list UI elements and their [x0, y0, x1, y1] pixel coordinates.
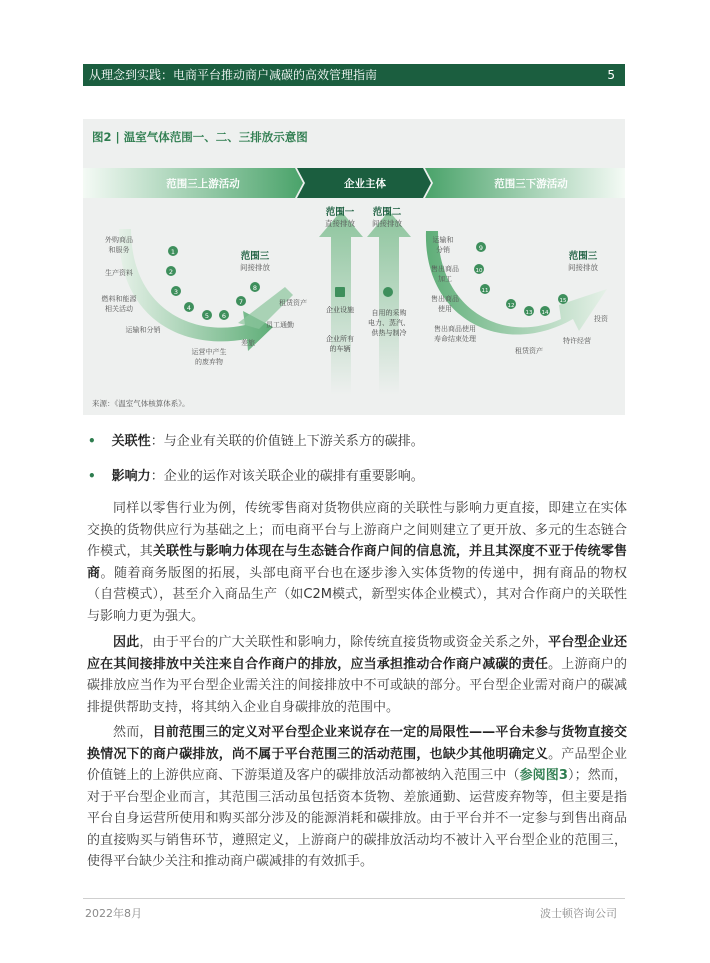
up-label-8a: 租赁资产	[279, 299, 307, 307]
scope1-arrow	[319, 211, 363, 395]
entity-scope1-b1: 企业所有	[326, 335, 354, 343]
marker-5-num: 5	[204, 312, 210, 320]
entity-scope1-b2: 的车辆	[329, 345, 351, 353]
p2-text-b: ，由于平台的广大关联性和影响力，除传统直接货物或资金关系之外，	[139, 635, 549, 650]
marker-13-num: 13	[525, 310, 533, 316]
scope1-sub: 直接排放	[325, 219, 355, 228]
entity-scope2-a1: 自用的采购	[371, 309, 407, 317]
entity-scope2-a3: 供热与制冷	[371, 329, 407, 337]
footer-divider	[83, 898, 625, 899]
scope2-arrow	[367, 211, 411, 395]
down-label-11b: 使用	[438, 305, 452, 313]
paragraph-3	[87, 722, 627, 873]
marker-12-num: 12	[507, 303, 515, 309]
entity-scope1-a: 企业设施	[326, 306, 354, 314]
bullet-text: ：与企业有关联的价值链上下游关系方的碳排。	[150, 434, 424, 449]
up-label-5b: 的废弃物	[195, 358, 223, 366]
up-label-4a: 运输和分销	[125, 326, 161, 334]
left-scope3-title: 范围三	[240, 251, 270, 262]
p3-text-a: 然而，	[113, 725, 153, 740]
page-header	[83, 64, 625, 86]
p2-bold-a: 因此	[113, 635, 140, 650]
paragraph-1	[87, 498, 627, 627]
bullet-term: 关联性	[111, 434, 151, 449]
bullet-influence	[88, 467, 424, 486]
marker-11-num: 11	[481, 288, 489, 294]
upstream-banner-label: 范围三上游活动	[166, 178, 240, 190]
marker-15-num: 15	[559, 298, 567, 304]
up-label-3b: 相关活动	[105, 305, 133, 313]
marker-7-num: 7	[238, 298, 244, 306]
p2-bold-c: 平台型企业还应在其间接排放中关注来自合作商户的排放，应当承担推动合作商户减碳的责任	[87, 635, 627, 672]
downstream-banner-label: 范围三下游活动	[494, 178, 568, 190]
bullet-dot-icon: •	[88, 434, 96, 448]
down-label-9a: 运输和	[432, 236, 454, 244]
header-title: 从理念到实践：电商平台推动商户减碳的高效管理指南	[89, 68, 378, 82]
marker-8-num: 8	[252, 284, 258, 292]
up-label-3a: 燃料和能源	[101, 295, 137, 303]
down-label-11a: 售出商品	[431, 295, 459, 303]
facility-icon	[335, 287, 345, 297]
entity-banner-label: 企业主体	[344, 178, 386, 190]
footer-date: 2022年8月	[85, 907, 142, 920]
scope2-title: 范围二	[372, 207, 402, 218]
p1-text-a: 同样以零售行业为例，传统零售商对货物供应商的关联性与影响力更直接，即建立在实体交换的货物供应行为基础之上；而电商平台与上游商户之间则建立了更开放、多元的生态链合作模式，其	[87, 501, 627, 559]
emissions-diagram	[83, 119, 625, 415]
down-label-15a: 投资	[594, 315, 608, 323]
right-scope3-sub: 间接排放	[568, 263, 598, 272]
down-label-12a: 售出商品使用	[434, 325, 476, 333]
bullet-text: ：企业的运作对该关联企业的碳排有重要影响。	[150, 469, 424, 484]
up-label-1a: 外购商品	[105, 236, 133, 244]
page-number: 5	[607, 68, 615, 82]
down-label-10a: 售出商品	[431, 265, 459, 273]
p3-bold: 目前范围三的定义对平台型企业来说存在一定的局限性——平台未参与货物直接交换情况下的商户碳排放，尚不属于平台范围三的活动范围，也缺少其他明确定义	[87, 725, 627, 762]
bullet-relevance	[88, 432, 424, 451]
up-label-5a: 运营中产生	[191, 348, 227, 356]
figure-source: 来源：《温室气体核算体系》。	[92, 399, 190, 408]
marker-1-num: 1	[170, 248, 176, 256]
scope1-title: 范围一	[325, 207, 355, 218]
marker-2-num: 2	[168, 268, 174, 276]
up-label-6a: 差旅	[241, 339, 255, 347]
bullet-dot-icon: •	[88, 469, 96, 483]
marker-10-num: 10	[475, 268, 483, 274]
bullet-term: 影响力	[111, 469, 151, 484]
marker-4-num: 4	[186, 304, 192, 312]
marker-3-num: 3	[173, 288, 179, 296]
entity-scope2-a2: 电力、蒸汽、	[368, 319, 410, 327]
left-scope3-sub: 间接排放	[240, 263, 270, 272]
downstream-arc	[426, 231, 607, 335]
downstream-markers	[474, 242, 568, 316]
scope2-sub: 间接排放	[372, 219, 402, 228]
up-label-1b: 和服务	[108, 246, 130, 254]
paragraph-2	[87, 632, 627, 718]
down-label-10b: 加工	[438, 275, 452, 283]
down-label-14a: 特许经营	[563, 337, 591, 345]
p3-text-c: 。产品型企业价值链上的上游供应商、下游渠道及客户的碳排放活动都被纳入范围三中（	[87, 746, 627, 783]
power-icon	[383, 287, 393, 297]
p1-bold: 关联性与影响力体现在与生态链合作商户间的信息流，并且其深度不亚于传统零售商	[87, 544, 627, 581]
footer-org: 波士顿咨询公司	[540, 907, 617, 920]
p3-text-d: ）；然而，对于平台型企业而言，其范围三活动虽包括资本货物、差旅通勤、运营废弃物等，但主要是指平台自身运营所使用和购买部分涉及的能源消耗和碳排放。由于平台并不一定参与到售出商品的直接购买与销售环节，遵照定义，上游商户的碳排放活动均不被计入平台型企业的范围三，使得平台缺少关注和推动商户碳减排的有效抓手。	[87, 768, 627, 869]
up-label-2a: 生产资料	[105, 269, 133, 277]
right-scope3-title: 范围三	[568, 251, 598, 262]
marker-9-num: 9	[478, 244, 484, 252]
marker-14-num: 14	[541, 310, 549, 316]
p1-text-c: 。随着商务版图的拓展，头部电商平台也在逐步渗入实体货物的传递中，拥有商品的物权（自营模式），甚至介入商品生产（如C2M模式，新型实体企业模式），其对合作商户的关联性与影响力更为强大。	[87, 565, 627, 624]
down-label-12b: 寿命结束处理	[434, 335, 476, 343]
figure-title: 图2 | 温室气体范围一、二、三排放示意图	[92, 130, 308, 144]
down-label-13a: 租赁资产	[515, 347, 543, 355]
up-label-7a: 员工通勤	[266, 321, 294, 329]
figure-2	[83, 119, 625, 415]
p2-text-d: 。上游商户的碳排放应当作为平台型企业需关注的间接排放中不可或缺的部分。平台型企业需对商户的碳减排提供帮助支持，将其纳入企业自身碳排放的范围中。	[87, 656, 627, 715]
marker-6-num: 6	[221, 312, 227, 320]
down-label-9b: 分销	[436, 246, 450, 254]
figure-3-reference-link[interactable]: 参阅图3	[519, 768, 568, 783]
